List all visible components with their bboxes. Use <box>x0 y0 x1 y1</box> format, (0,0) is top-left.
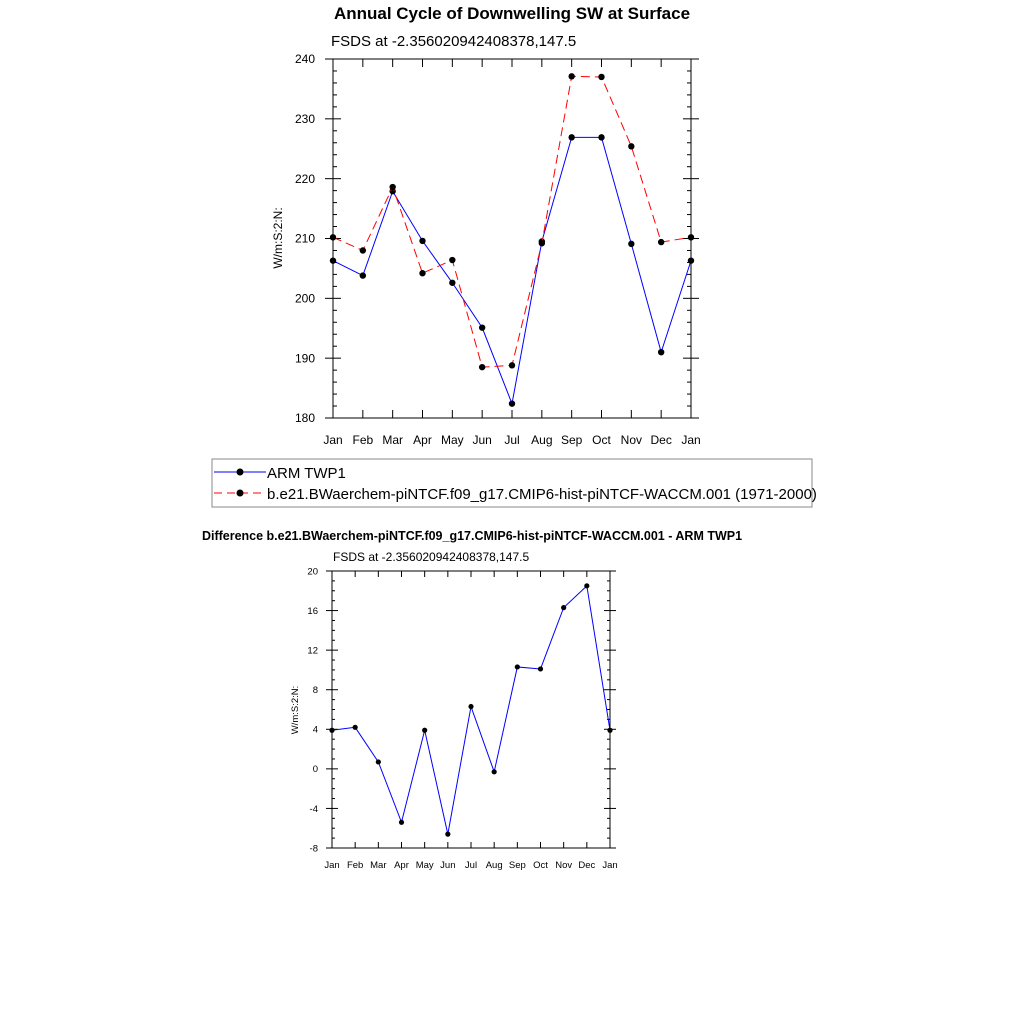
main-y-axis-label: W/m:S:2:N: <box>271 207 285 269</box>
main-x-tick-label: Jun <box>472 433 492 447</box>
diff-y-tick-label: 8 <box>312 685 318 697</box>
main-y-tick-label: 200 <box>294 291 315 306</box>
diff-y-tick-label: 20 <box>307 566 318 578</box>
diff-series-0-point <box>492 769 497 774</box>
diff-x-tick-label: Aug <box>485 860 503 871</box>
main-x-tick-label: Jan <box>323 433 343 447</box>
main-series-1-point <box>389 184 395 190</box>
main-x-tick-label: Jan <box>681 433 701 447</box>
main-series-0-point <box>449 280 455 286</box>
diff-y-tick-label: -8 <box>309 843 318 855</box>
legend-obs-marker <box>237 469 244 476</box>
diff-x-tick-label: May <box>415 860 434 871</box>
main-series-0-point <box>479 324 485 330</box>
main-x-tick-label: Feb <box>352 433 374 447</box>
main-series-1-point <box>360 247 366 253</box>
diff-x-tick-label: Jan <box>602 860 618 871</box>
legend-model-label: b.e21.BWaerchem-piNTCF.f09_g17.CMIP6-hist-piNTCF-WACCM.001 (1971-2000) <box>267 486 817 503</box>
main-y-tick-label: 240 <box>294 52 315 67</box>
main-series-0-point <box>688 257 694 263</box>
main-series-0-point <box>568 134 574 140</box>
diff-series-0-point <box>422 728 427 733</box>
legend <box>212 459 817 507</box>
main-series-1-point <box>598 74 604 80</box>
diff-y-tick-label: 0 <box>312 764 318 776</box>
diff-y-tick-label: 12 <box>307 645 318 657</box>
main-line-chart <box>295 52 701 447</box>
main-series-0-point <box>598 134 604 140</box>
main-series-0-point <box>628 241 634 247</box>
main-y-tick-label: 210 <box>294 231 315 246</box>
legend-model-marker <box>237 490 244 497</box>
diff-series-0-point <box>607 728 612 733</box>
diff-series-0-point <box>376 759 381 764</box>
diff-y-tick-label: 4 <box>312 724 318 736</box>
main-series-line-1 <box>333 76 691 367</box>
main-x-tick-label: May <box>440 433 464 447</box>
main-series-0-point <box>330 257 336 263</box>
main-x-tick-label: Sep <box>560 433 583 447</box>
main-x-tick-label: Nov <box>620 433 643 447</box>
main-chart-subtitle: FSDS at -2.356020942408378,147.5 <box>331 33 577 50</box>
diff-chart-subtitle: FSDS at -2.356020942408378,147.5 <box>333 550 530 564</box>
main-x-tick-label: Aug <box>531 433 553 447</box>
diff-x-tick-label: Jul <box>464 860 478 871</box>
diff-x-tick-label: Dec <box>578 860 596 871</box>
main-series-0-point <box>509 400 515 406</box>
diff-plot-frame <box>332 571 610 848</box>
diff-chart-title: Difference b.e21.BWaerchem-piNTCF.f09_g17.CMIP6-hist-piNTCF-WACCM.001 - ARM TWP1 <box>201 529 743 543</box>
diff-x-tick-label: Apr <box>394 860 409 871</box>
diff-x-tick-label: Sep <box>508 860 526 871</box>
diff-x-tick-label: Jan <box>324 860 340 871</box>
diff-series-0-point <box>399 820 404 825</box>
diff-series-line-0 <box>332 586 610 834</box>
diff-series-0-point <box>515 664 520 669</box>
diff-x-tick-label: Nov <box>555 860 573 871</box>
main-series-1-point <box>688 234 694 240</box>
diff-x-tick-label: Jun <box>440 860 456 871</box>
diff-x-tick-label: Mar <box>370 860 387 871</box>
main-series-1-point <box>449 257 455 263</box>
diff-series-0-point <box>353 725 358 730</box>
main-series-1-point <box>628 143 634 149</box>
main-x-tick-label: Dec <box>650 433 672 447</box>
main-y-tick-label: 230 <box>294 112 315 127</box>
diff-series-0-point <box>584 583 589 588</box>
main-x-tick-label: Oct <box>592 433 611 447</box>
main-series-1-point <box>539 240 545 246</box>
main-series-1-point <box>479 364 485 370</box>
main-y-tick-label: 190 <box>294 351 315 366</box>
difference-line-chart <box>307 566 617 871</box>
diff-y-axis-label: W/m:S:2:N: <box>290 685 301 735</box>
main-series-1-point <box>658 239 664 245</box>
main-series-0-point <box>658 349 664 355</box>
main-y-tick-label: 180 <box>294 411 315 426</box>
main-x-tick-label: Apr <box>413 433 432 447</box>
main-series-0-point <box>360 272 366 278</box>
diff-series-0-point <box>445 832 450 837</box>
main-x-tick-label: Jul <box>504 433 520 447</box>
main-series-0-point <box>419 238 425 244</box>
main-series-1-point <box>568 73 574 79</box>
main-series-1-point <box>419 270 425 276</box>
diff-x-tick-label: Feb <box>346 860 364 871</box>
diff-series-0-point <box>329 728 334 733</box>
diff-series-0-point <box>468 704 473 709</box>
main-y-tick-label: 220 <box>294 171 315 186</box>
diff-series-0-point <box>561 605 566 610</box>
diff-y-tick-label: 16 <box>307 605 318 617</box>
main-chart-title: Annual Cycle of Downwelling SW at Surface <box>333 4 691 23</box>
legend-obs-label: ARM TWP1 <box>267 465 346 482</box>
diff-x-tick-label: Oct <box>533 860 548 871</box>
diff-y-tick-label: -4 <box>309 803 318 815</box>
diff-series-0-point <box>538 666 543 671</box>
main-x-tick-label: Mar <box>382 433 404 447</box>
main-series-1-point <box>509 362 515 368</box>
main-series-1-point <box>330 234 336 240</box>
